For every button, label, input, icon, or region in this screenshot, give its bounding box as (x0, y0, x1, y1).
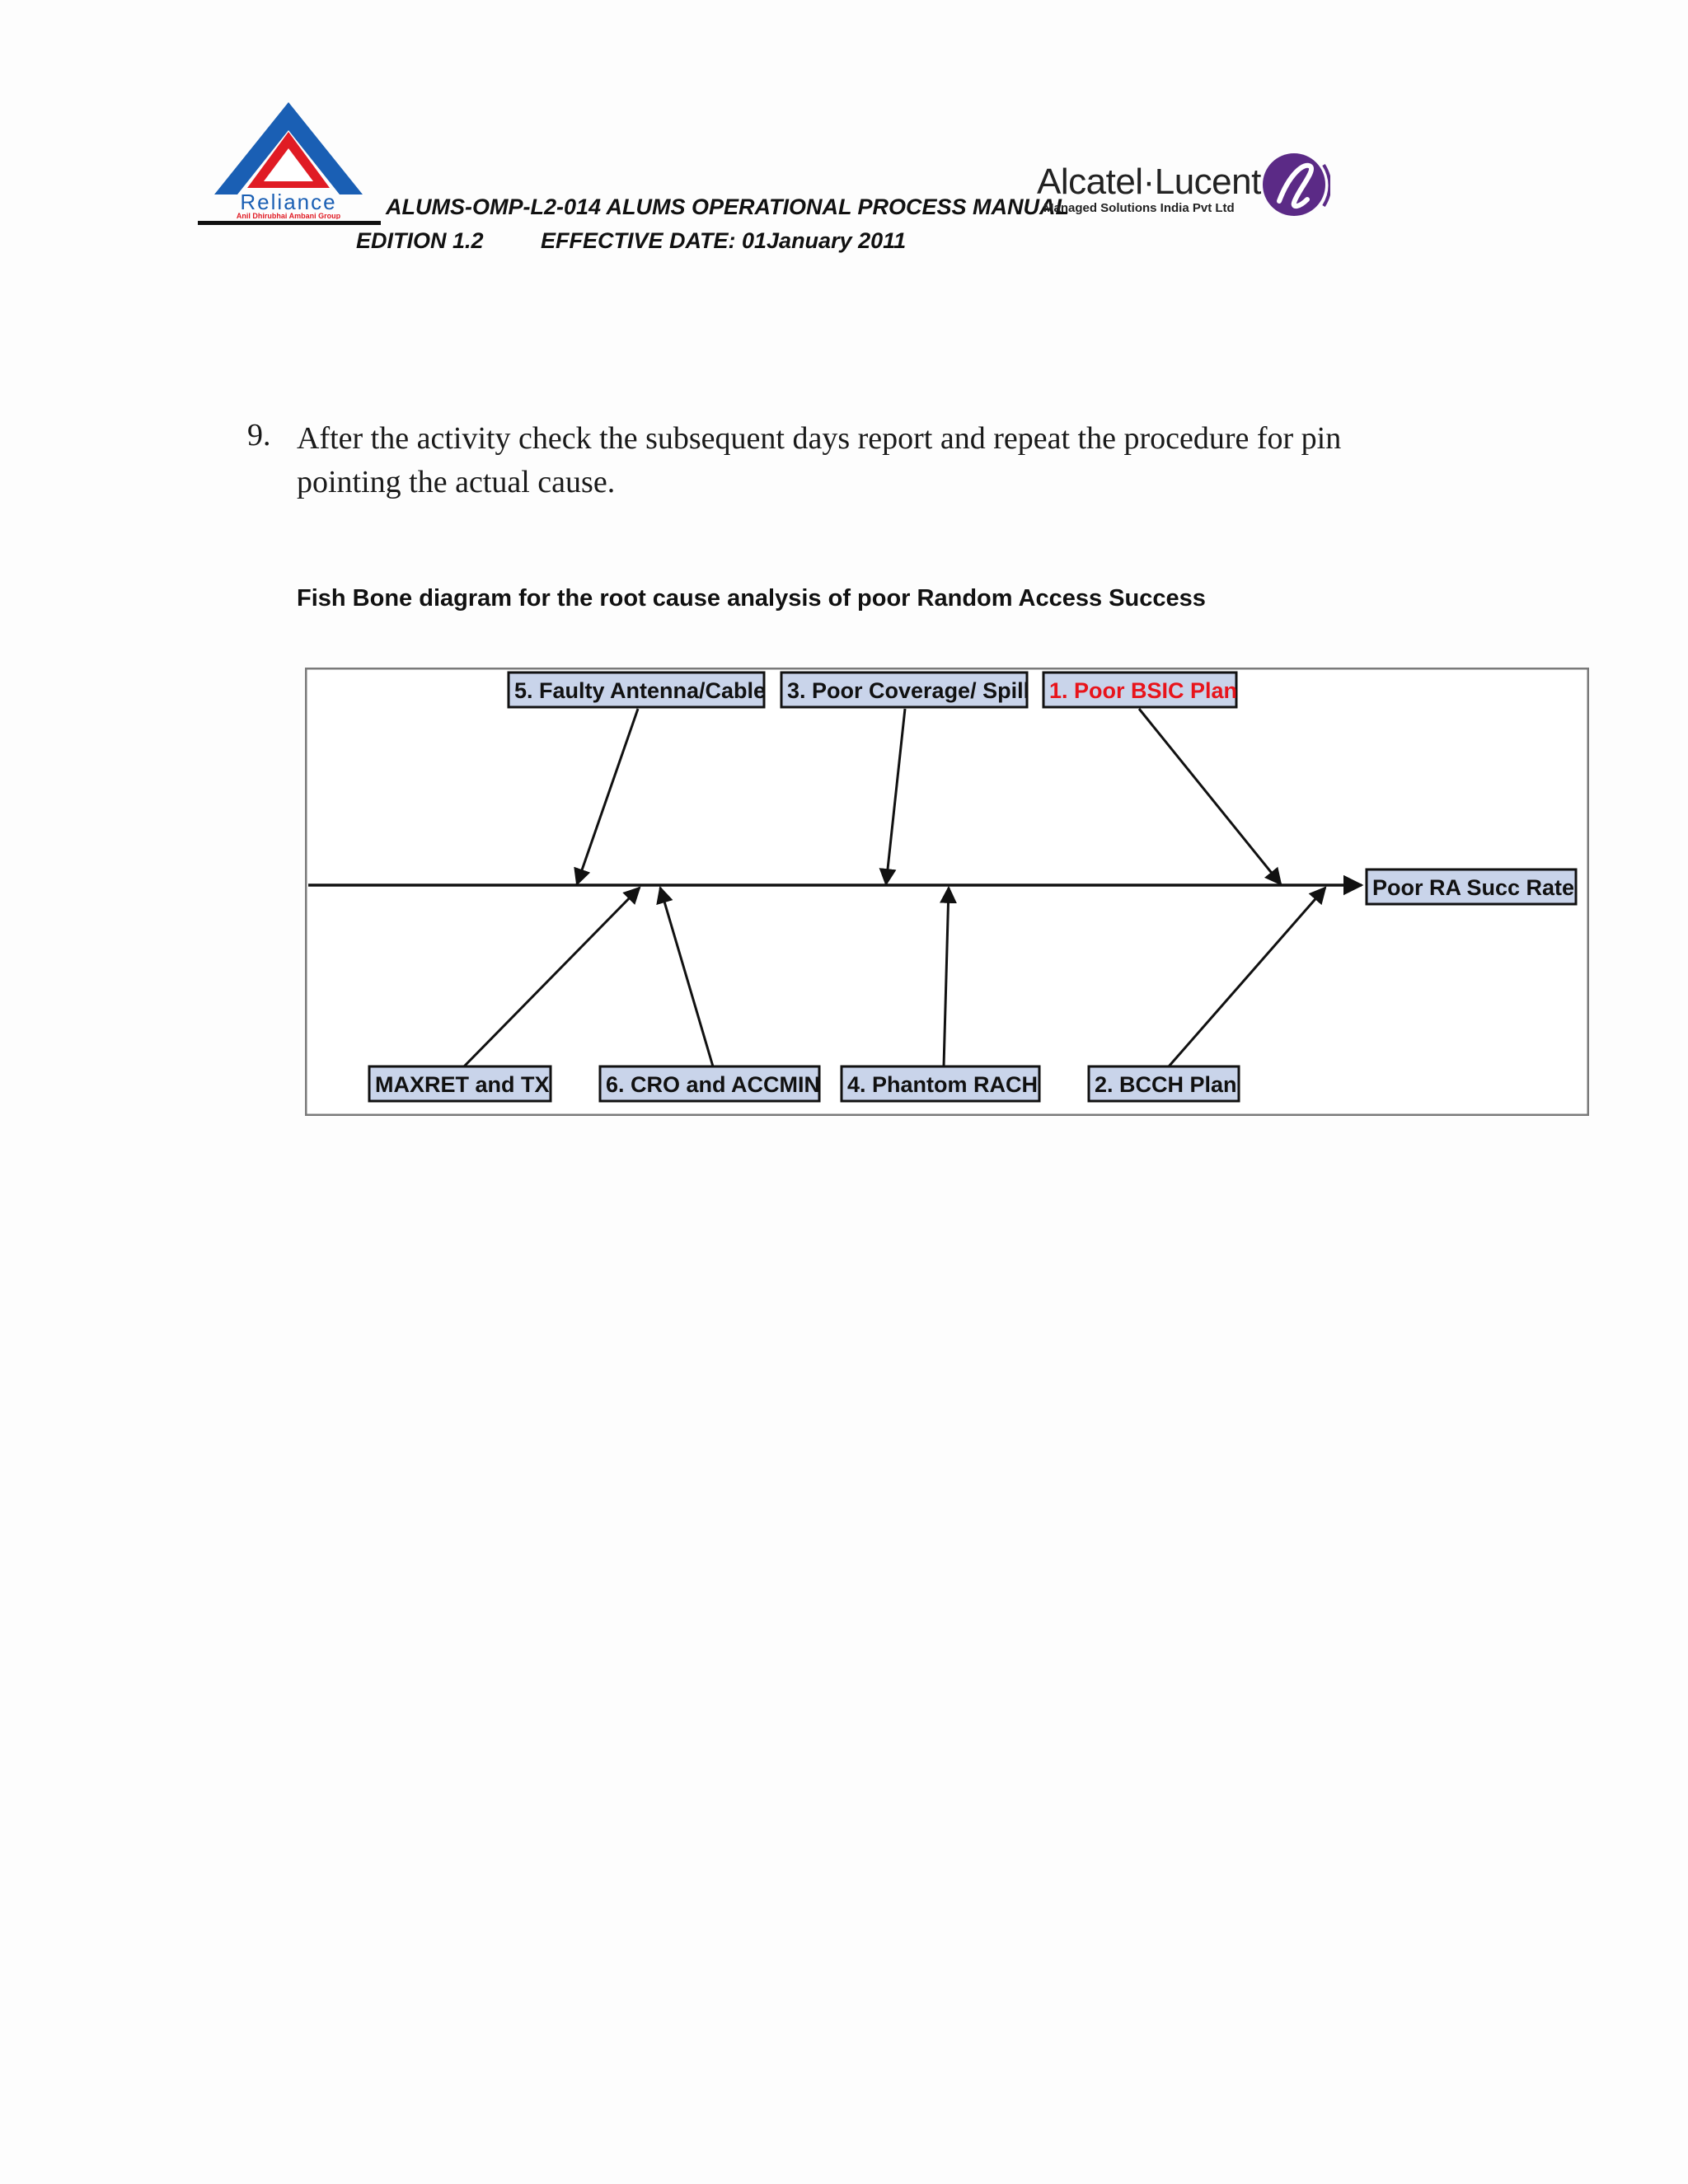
reliance-logo (198, 97, 379, 219)
edition-label: EDITION 1.2 (356, 228, 484, 253)
cause-box-phantom-rach (842, 1066, 1039, 1101)
cause-label: MAXRET and TX (375, 1072, 550, 1097)
header-rule (198, 221, 381, 225)
document-title: ALUMS-OMP-L2-014 ALUMS OPERATIONAL PROCESS MANUAL (386, 194, 1070, 219)
alcatel-lucent-name: Alcatel·Lucent (1037, 162, 1261, 202)
cause-box-bcch-plan (1089, 1066, 1239, 1101)
effect-label: Poor RA Succ Rate (1372, 875, 1575, 900)
list-item-number: 9. (247, 418, 271, 452)
fishbone-diagram (305, 668, 1589, 1116)
cause-box-cro-accmin (600, 1066, 820, 1101)
alcatel-lucent-subtitle: Managed Solutions India Pvt Ltd (1043, 201, 1235, 215)
reliance-logo-tagline: Anil Dhirubhai Ambani Group (236, 212, 341, 219)
cause-label-highlight: 1. Poor BSIC Plan (1049, 678, 1238, 703)
list-item-text: After the activity check the subsequent days report and repeat the procedure for pin pointing the actual cause. (297, 421, 1342, 499)
reliance-logo-name: Reliance (240, 190, 337, 214)
effect-box-poor-ra (1367, 869, 1576, 904)
cause-box-poor-coverage (781, 673, 1029, 707)
cause-label: 6. CRO and ACCMIN (606, 1072, 821, 1097)
cause-label: 4. Phantom RACH (847, 1072, 1039, 1097)
figure-caption: Fish Bone diagram for the root cause analysis of poor Random Access Success (297, 585, 1206, 612)
cause-box-maxret (369, 1066, 551, 1101)
cause-label: 3. Poor Coverage/ Spill (787, 678, 1030, 703)
cause-box-faulty-antenna (509, 673, 766, 707)
alcatel-lucent-logo-icon (1261, 150, 1330, 219)
cause-box-poor-bsic (1043, 673, 1237, 707)
cause-label: 5. Faulty Antenna/Cable (514, 678, 767, 703)
effective-date: EFFECTIVE DATE: 01January 2011 (541, 228, 907, 253)
cause-label: 2. BCCH Plan (1095, 1072, 1237, 1097)
